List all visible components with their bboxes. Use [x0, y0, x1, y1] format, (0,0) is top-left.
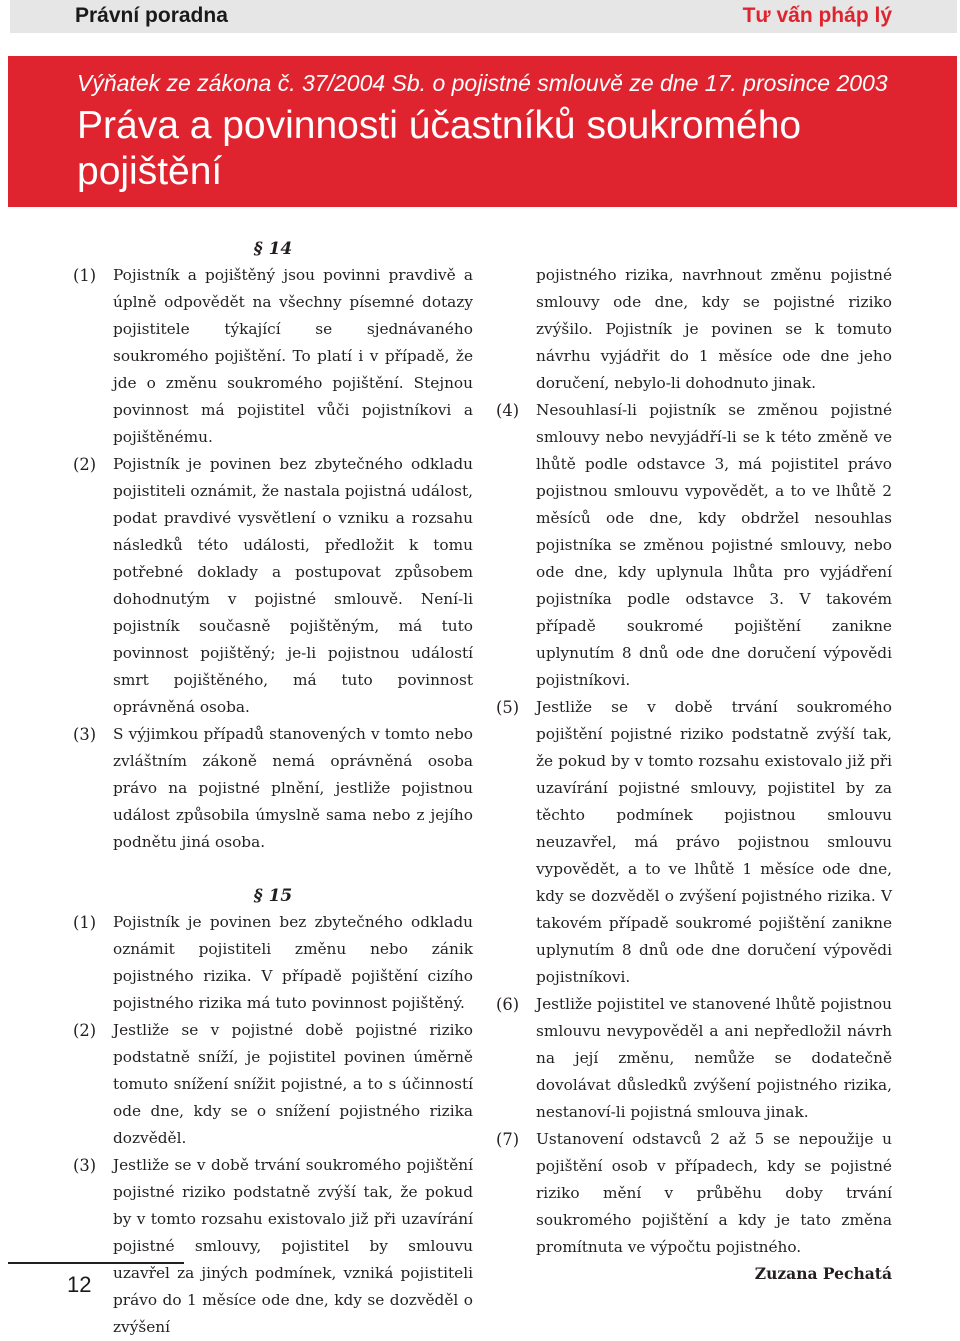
paragraph-text: Jestliže se v pojistné době pojistné riziko podstatně sníží, je pojistitel povinen úměrně tomuto snížení snížit pojistné, a to s účinností ode dne, kdy se o snížení pojistného rizika dozvěděl. [113, 1021, 473, 1147]
paragraph-text: Pojistník je povinen bez zbytečného odkladu oznámit pojistiteli změnu nebo zánik pojistného rizika. V případě pojištění cizího pojistného rizika má tuto povinnost pojištěný. [113, 913, 473, 1012]
paragraph-text: S výjimkou případů stanovených v tomto nebo zvláštním zákoně nemá oprávněná osoba právo na pojistné plnění, jestliže pojistnou událost způsobila úmyslně sama nebo z jejího podnětu jiná osoba. [113, 725, 473, 851]
paragraph-15-3-continued [496, 262, 892, 397]
paragraph-number: (7) [496, 1130, 520, 1149]
footer-divider [8, 1262, 184, 1264]
paragraph-number: (1) [73, 266, 97, 285]
section-label-vietnamese: Tư vấn pháp lý [742, 4, 892, 27]
paragraph-number: (3) [73, 725, 97, 744]
paragraph-text: Pojistník a pojištěný jsou povinni pravdivě a úplně odpovědět na všechny písemné dotazy pojistitele týkající se sjednávaného soukromého pojištění. To platí i v případě, že jde o změnu soukromého pojištění. Stejnou povinnost má pojistitel vůči pojistníkovi a pojištěnému. [113, 266, 473, 446]
paragraph-14-2 [73, 451, 473, 721]
paragraph-15-5 [496, 694, 892, 991]
paragraph-number: (2) [73, 1021, 97, 1040]
section-sign: § [253, 886, 263, 906]
paragraph-15-1 [73, 909, 473, 1017]
paragraph-text: pojistného rizika, navrhnout změnu pojistné smlouvy ode dne, kdy se pojistné riziko zvýšilo. Pojistník je povinen se k tomuto návrhu vyjádřit do 1 měsíce ode dne jeho doručení, nebylo-li dohodnuto jinak. [536, 266, 892, 392]
paragraph-text: Pojistník je povinen bez zbytečného odkladu pojistiteli oznámit, že nastala pojistná událost, podat pravdivé vysvětlení o vzniku a rozsahu následků této události, předložit k tomu potřebné doklady a postupovat způsobem dohodnutým v pojistné smlouvě. Není-li pojistník současně pojištěným, má tuto povinnost pojištěný; je-li pojistnou událostí smrt pojištěného, má tuto povinnost oprávněná osoba. [113, 455, 474, 716]
paragraph-15-3 [73, 1152, 473, 1341]
paragraph-number: (4) [496, 401, 520, 420]
paragraph-15-4 [496, 397, 892, 694]
paragraph-text: Ustanovení odstavců 2 až 5 se nepoužije u pojištění osob v případech, kdy se pojistné riziko mění v průběhu doby trvání soukromého pojištění a kdy je tato změna promítnuta ve výpočtu pojistného. [536, 1130, 892, 1256]
paragraph-number: (1) [73, 913, 97, 932]
section-number: 14 [268, 239, 293, 259]
paragraph-text: Jestliže se v době trvání soukromého pojištění pojistné riziko podstatně zvýší tak, že pokud by v tomto rozsahu existovalo již při uzavírání pojistné smlouvy, pojistitel by smlouvu uzavřel za jiných podmínek, vzniká pojistiteli právo do 1 měsíce ode dne, kdy se dozvěděl o zvýšení [113, 1156, 473, 1336]
top-header-bar [10, 0, 957, 33]
paragraph-number: (6) [496, 995, 520, 1014]
section-label: Právní poradna [75, 4, 228, 27]
paragraph-15-6 [496, 991, 892, 1126]
paragraph-15-7 [496, 1126, 892, 1261]
paragraph-15-2 [73, 1017, 473, 1152]
paragraph-14-1 [73, 262, 473, 451]
paragraph-number: (3) [73, 1156, 97, 1175]
article-title: Práva a povinnosti účastníků soukromého pojištění [77, 104, 802, 193]
banner-subtitle: Výňatek ze zákona č. 37/2004 Sb. o pojistné smlouvě ze dne 17. prosince 2003 [77, 70, 888, 96]
left-column [73, 236, 473, 1341]
paragraph-14-3 [73, 721, 473, 856]
section-spacer [73, 856, 473, 883]
paragraph-text: Nesouhlasí-li pojistník se změnou pojistné smlouvy nebo nevyjádří-li se k této změně ve lhůtě podle odstavce 3, má pojistitel právo pojistnou smlouvu vypovědět, a to ve lhůtě 2 měsíců ode dne, kdy obdržel nesouhlas pojistníka se změnou pojistné smlouvy, nebo ode dne, kdy uplynula lhůta pro vyjádření pojistníka podle odstavce 3. V takovém případě soukromé pojištění zanikne uplynutím 8 dnů ode dne doručení výpovědi pojistníkovi. [536, 401, 892, 689]
paragraph-text: Jestliže pojistitel ve stanovené lhůtě pojistnou smlouvu nevypověděl a ani nepředložil návrh na její změnu, nemůže se dodatečně dovolávat důsledků zvýšení pojistného rizika, nestanoví-li pojistná smlouva jinak. [536, 995, 892, 1121]
section-heading-14 [73, 236, 473, 262]
paragraph-number: (5) [496, 698, 520, 717]
author-signature: Zuzana Pechatá [754, 1264, 892, 1283]
section-heading-15 [73, 883, 473, 909]
paragraph-number: (2) [73, 455, 97, 474]
section-sign: § [253, 239, 263, 259]
paragraph-text: Jestliže se v době trvání soukromého pojištění pojistné riziko podstatně zvýší tak, že pokud by v tomto rozsahu existovalo již při uzavírání pojistné smlouvy, pojistitel by za těchto podmínek pojistnou smlouvu neuzavřel, má právo pojistnou smlouvu vypovědět, a to ve lhůtě 1 měsíce ode dne, kdy se dozvěděl o zvýšení pojistného rizika. V takovém případě soukromé pojištění zanikne uplynutím 8 dnů ode dne doručení výpovědi pojistníkovi. [536, 698, 892, 986]
title-banner [8, 56, 957, 207]
section-number: 15 [268, 886, 293, 906]
right-column [496, 262, 892, 1287]
page-number: 12 [67, 1272, 92, 1297]
